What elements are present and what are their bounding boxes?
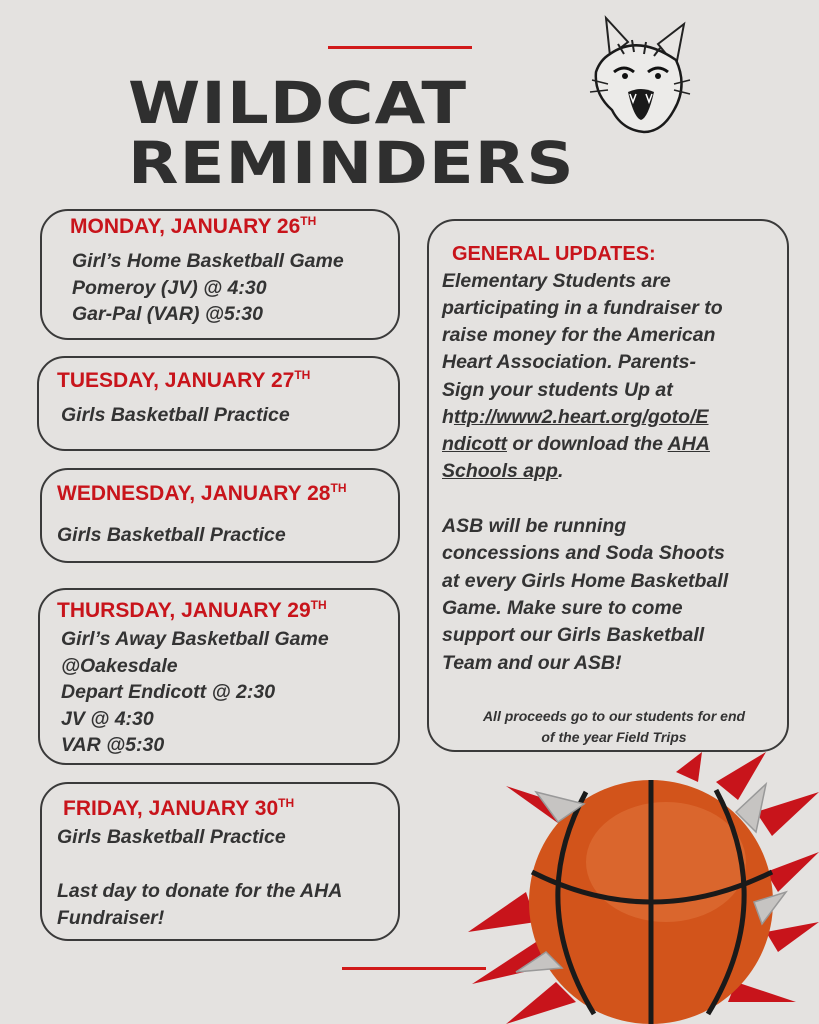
general-updates-heading: GENERAL UPDATES: [452,243,656,265]
monday-line-2: Pomeroy (JV) @ 4:30 [72,276,267,299]
monday-heading: MONDAY, JANUARY 26TH [70,214,317,238]
monday-line-3: Gar-Pal (VAR) @5:30 [72,303,263,325]
aha-app-link-cont[interactable]: Schools app [442,460,558,482]
thursday-line-2: @Oakesdale [61,654,178,677]
general-p2-line-1: ASB will be running [442,515,627,537]
proceeds-note-line-1: All proceeds go to our students for end [482,708,746,724]
aha-app-link[interactable]: AHA [667,433,710,455]
general-p1-line-3: raise money for the American [442,324,716,346]
general-p1-line-7: ndicott or download the AHA [442,433,710,455]
title-line-1: WILDCAT [128,69,468,137]
wildcat-icon [588,14,692,136]
thursday-line-5: VAR @5:30 [61,734,165,756]
title-line-2: REMINDERS [128,129,575,197]
general-p2-line-6: Team and our ASB! [442,652,622,674]
proceeds-note-line-2: of the year Field Trips [541,729,687,745]
aha-donation-link-cont[interactable]: ndicott [442,433,507,455]
general-p2-line-5: support our Girls Basketball [442,624,705,646]
general-p1-line-4: Heart Association. Parents- [442,351,696,373]
thursday-heading: THURSDAY, JANUARY 29TH [57,598,327,622]
general-p1-line-6: http://www2.heart.org/goto/E [442,406,709,428]
friday-line-1: Girls Basketball Practice [57,826,286,848]
thursday-line-1: Girl’s Away Basketball Game [61,628,329,650]
general-p2-line-3: at every Girls Home Basketball [442,570,729,592]
tuesday-heading: TUESDAY, JANUARY 27TH [57,368,311,392]
aha-donation-link[interactable]: ttp://www2.heart.org/goto/E [453,406,709,428]
tuesday-line-1: Girls Basketball Practice [61,404,290,426]
bottom-accent-line [342,967,486,970]
general-p1-line-1: Elementary Students are [442,270,671,292]
general-p1-line-8: Schools app. [442,460,564,482]
wednesday-line-1: Girls Basketball Practice [57,524,286,546]
general-p2-line-2: concessions and Soda Shoots [442,542,725,564]
friday-line-3: Fundraiser! [57,907,165,929]
top-accent-line [328,46,472,49]
thursday-line-3: Depart Endicott @ 2:30 [61,681,276,703]
basketball-icon [466,752,819,1024]
friday-line-2: Last day to donate for the AHA [57,880,343,902]
wednesday-heading: WEDNESDAY, JANUARY 28TH [57,481,347,505]
general-p1-line-2: participating in a fundraiser to [442,297,723,319]
general-p2-line-4: Game. Make sure to come [442,597,683,619]
friday-heading: FRIDAY, JANUARY 30TH [63,796,295,820]
thursday-line-4: JV @ 4:30 [61,707,154,730]
monday-line-1: Girl’s Home Basketball Game [72,250,344,272]
general-p1-line-5: Sign your students Up at [442,379,673,401]
